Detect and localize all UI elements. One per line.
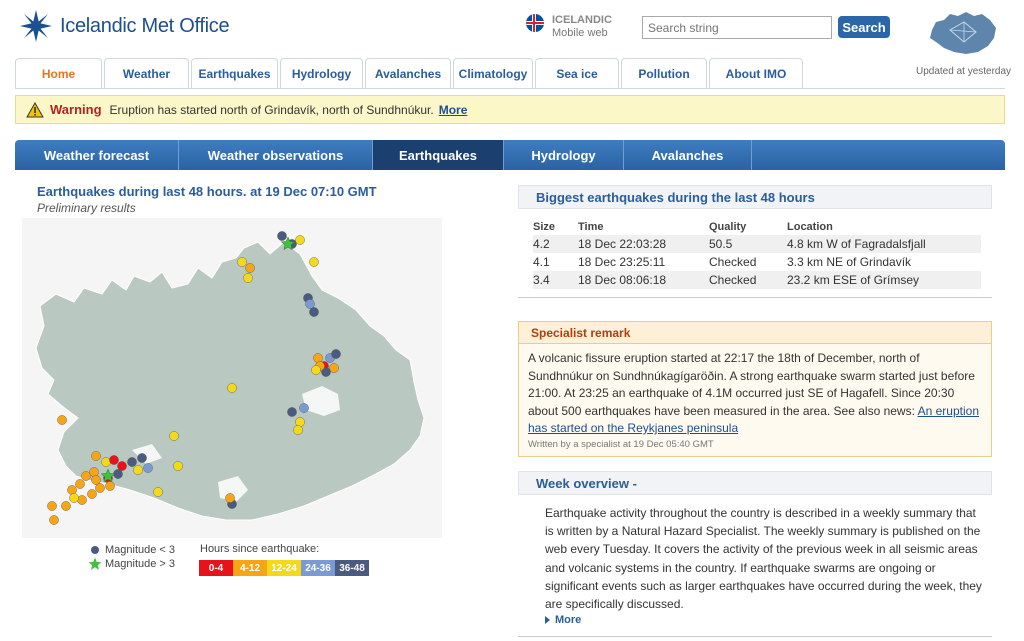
updated-label: Updated at yesterday bbox=[916, 66, 1012, 77]
earthquake-map-subtitle: Preliminary results bbox=[37, 201, 136, 215]
subtab-avalanches[interactable]: Avalanches bbox=[624, 140, 752, 170]
week-overview-text: Earthquake activity throughout the country is described in a weekly summary that is written by a Natural Hazard Specialist. The weekly summary is published on the web every Tuesday. It covers the activity of the previous week in all seismic areas and volcanic systems in the country. If earthquake swarms are ongoing or significant events such as larger earthquakes have occurred during the week, they are specifically discussed. bbox=[545, 506, 982, 612]
icelandic-link[interactable]: ICELANDIC bbox=[552, 14, 612, 26]
col-location: Location bbox=[787, 220, 833, 233]
earthquake-marker bbox=[91, 451, 100, 460]
earthquake-marker bbox=[237, 257, 246, 266]
earthquake-marker bbox=[169, 431, 178, 440]
hours-4-12: 4-12 bbox=[233, 560, 267, 576]
col-quality: Quality bbox=[709, 220, 747, 233]
subtab-hydrology[interactable]: Hydrology bbox=[504, 140, 624, 170]
divider bbox=[518, 297, 992, 298]
tab-climatology[interactable]: Climatology bbox=[453, 58, 533, 88]
earthquake-marker bbox=[143, 463, 152, 472]
biggest-earthquakes-table bbox=[533, 218, 981, 289]
earthquake-marker bbox=[69, 493, 78, 502]
table-row: 4.1 18 Dec 23:25:11 Checked 3.3 km NE of Grindavík bbox=[533, 255, 912, 269]
earthquake-map-title: Earthquakes during last 48 hours. at 19 Dec 07:10 GMT bbox=[37, 184, 377, 199]
search-button[interactable]: Search bbox=[838, 16, 890, 38]
warning-text: Eruption has started north of Grindavík, north of Sundhnúkur. bbox=[109, 102, 434, 117]
hours-24-36: 24-36 bbox=[301, 560, 335, 576]
iceland-flag-icon bbox=[526, 14, 544, 32]
earthquake-marker bbox=[49, 515, 58, 524]
earthquake-marker bbox=[153, 487, 162, 496]
earthquake-marker bbox=[287, 407, 296, 416]
hours-0-4: 0-4 bbox=[199, 560, 233, 576]
remark-body: A volcanic fissure eruption started at 22:17 the 18th of December, north of Sundhnúkur on Sundhnúkagígaröðin. A strong earthquake swarm started just before 21:00. At 23:25 an earthquake of 4.1M occurred just SE of Hagafell. Since 20:30 about 500 earthquakes have been measured in the area. See also news: An eruption has started on the Reykjanes peninsula bbox=[528, 351, 979, 435]
hours-12-24: 12-24 bbox=[267, 560, 301, 576]
hours-legend-title: Hours since earthquake: bbox=[200, 543, 320, 555]
earthquake-marker bbox=[305, 299, 314, 308]
subtab-weather-forecast[interactable]: Weather forecast bbox=[15, 140, 179, 170]
earthquake-marker bbox=[117, 461, 126, 470]
remark-byline: Written by a specialist at 19 Dec 05:40 GMT bbox=[528, 438, 714, 450]
earthquake-marker bbox=[75, 479, 84, 488]
imo-logo[interactable] bbox=[18, 8, 229, 44]
earthquake-marker bbox=[227, 383, 236, 392]
earthquake-marker bbox=[137, 453, 146, 462]
tab-home[interactable]: Home bbox=[15, 58, 102, 88]
earthquake-map[interactable] bbox=[22, 218, 442, 538]
earthquake-marker bbox=[293, 425, 302, 434]
earthquake-marker bbox=[67, 485, 76, 494]
tab-earthquakes[interactable]: Earthquakes bbox=[191, 58, 278, 88]
earthquake-marker bbox=[109, 455, 118, 464]
earthquake-marker bbox=[311, 365, 320, 374]
imo-logo-icon bbox=[18, 8, 54, 44]
tab-pollution[interactable]: Pollution bbox=[621, 58, 707, 88]
earthquake-marker bbox=[133, 465, 142, 474]
main-nav bbox=[15, 58, 805, 88]
nav-divider bbox=[15, 88, 1005, 89]
earthquake-marker bbox=[95, 483, 104, 492]
tab-about-imo[interactable]: About IMO bbox=[709, 58, 803, 88]
warning-label: Warning bbox=[50, 102, 102, 117]
sub-nav bbox=[15, 140, 1005, 170]
earthquake-marker bbox=[243, 273, 252, 282]
divider bbox=[518, 636, 992, 637]
col-size: Size bbox=[533, 220, 556, 233]
earthquake-marker bbox=[105, 481, 114, 490]
language-switch[interactable] bbox=[526, 14, 612, 40]
earthquake-marker bbox=[57, 415, 66, 424]
earthquake-marker bbox=[329, 363, 338, 372]
specialist-remark bbox=[518, 321, 992, 457]
earthquake-marker bbox=[309, 307, 318, 316]
col-time: Time bbox=[578, 220, 604, 233]
earthquake-marker bbox=[127, 457, 136, 466]
earthquake-marker bbox=[299, 403, 308, 412]
iceland-mini-map-icon[interactable] bbox=[926, 8, 1000, 60]
subtab-weather-observations[interactable]: Weather observations bbox=[179, 140, 373, 170]
hours-36-48: 36-48 bbox=[335, 560, 369, 576]
earthquake-marker bbox=[47, 501, 56, 510]
star-icon bbox=[88, 557, 102, 571]
earthquake-marker bbox=[277, 231, 286, 240]
earthquake-marker bbox=[81, 471, 90, 480]
earthquake-marker bbox=[77, 495, 86, 504]
remark-title: Specialist remark bbox=[519, 322, 991, 344]
earthquake-marker bbox=[295, 417, 304, 426]
earthquake-marker bbox=[295, 235, 304, 244]
legend-small: Magnitude < 3 bbox=[88, 543, 175, 557]
earthquake-marker bbox=[331, 349, 340, 358]
week-more-link[interactable]: More bbox=[545, 614, 581, 626]
earthquake-marker bbox=[91, 475, 100, 484]
tab-hydrology[interactable]: Hydrology bbox=[280, 58, 363, 88]
table-row: 3.4 18 Dec 08:06:18 Checked 23.2 km ESE of Grímsey bbox=[533, 271, 981, 289]
earthquake-marker bbox=[89, 467, 98, 476]
week-overview-header[interactable]: Week overview - bbox=[518, 471, 992, 495]
earthquake-marker bbox=[61, 501, 70, 510]
earthquake-marker bbox=[101, 457, 110, 466]
warning-bar bbox=[15, 95, 1005, 124]
biggest-earthquakes-header: Biggest earthquakes during the last 48 hours bbox=[518, 185, 992, 209]
tab-avalanches[interactable]: Avalanches bbox=[365, 58, 451, 88]
hours-legend bbox=[199, 560, 369, 576]
logo-text: Icelandic Met Office bbox=[60, 14, 230, 37]
table-row: 4.2 18 Dec 22:03:28 50.5 4.8 km W of Fagradalsfjall bbox=[533, 235, 981, 253]
earthquake-marker bbox=[245, 263, 254, 272]
subtab-earthquakes[interactable]: Earthquakes bbox=[373, 140, 504, 170]
tab-weather[interactable]: Weather bbox=[104, 58, 189, 88]
earthquake-marker bbox=[313, 353, 322, 362]
earthquake-marker bbox=[87, 489, 96, 498]
mobile-web-link[interactable]: Mobile web bbox=[552, 27, 608, 39]
magnitude-legend bbox=[88, 543, 175, 571]
search-input[interactable] bbox=[642, 16, 832, 39]
eruption-news-link[interactable]: An eruption has started on the Reykjanes peninsula bbox=[528, 403, 979, 435]
earthquake-marker bbox=[173, 461, 182, 470]
earthquake-marker bbox=[225, 493, 234, 502]
legend-large: Magnitude > 3 bbox=[88, 557, 175, 571]
earthquake-marker bbox=[309, 257, 318, 266]
tab-sea-ice[interactable]: Sea ice bbox=[535, 58, 619, 88]
warning-triangle-icon bbox=[26, 102, 44, 118]
small-quake-dot-icon bbox=[90, 545, 100, 555]
warning-more-link[interactable]: More bbox=[438, 102, 468, 117]
triangle-right-icon bbox=[545, 616, 550, 624]
